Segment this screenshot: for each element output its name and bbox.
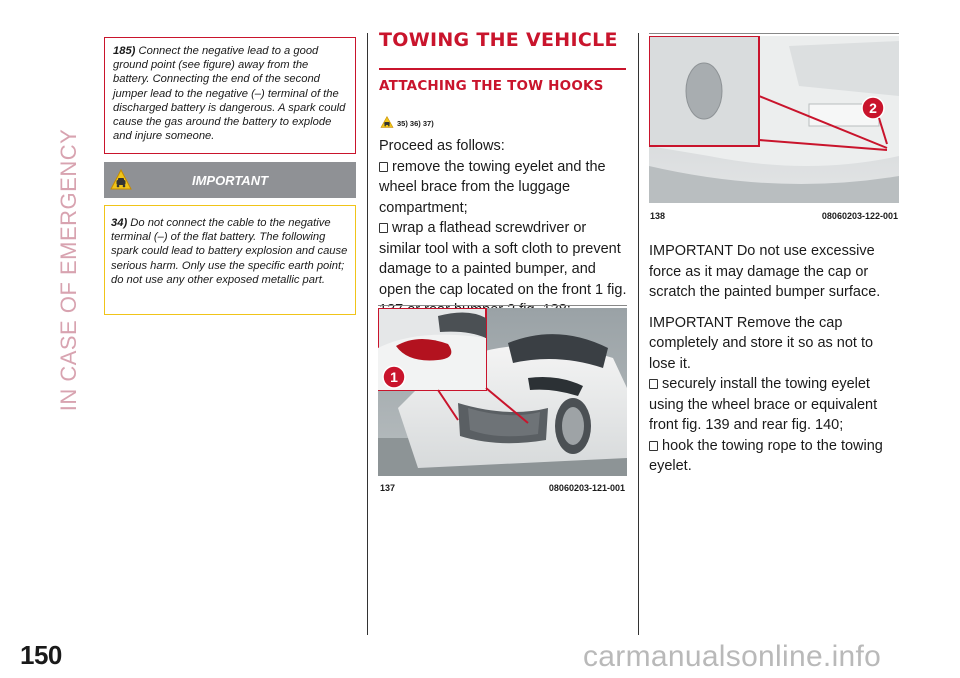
important-label: IMPORTANT	[191, 172, 269, 188]
checkbox-bullet-icon	[379, 223, 388, 233]
figure-137-number: 137	[380, 483, 396, 493]
figure-137-code: 08060203-121-001	[548, 483, 625, 493]
important-note-number: 34)	[111, 217, 128, 229]
figure-138-code: 08060203-122-001	[821, 211, 898, 221]
figure-138-number: 138	[650, 211, 666, 221]
checkbox-bullet-icon	[649, 441, 658, 451]
important-note	[111, 216, 349, 287]
intro-text: Proceed as follows:	[379, 138, 505, 154]
step-item	[649, 374, 901, 436]
heading-rule	[379, 68, 626, 70]
important-note-box	[104, 205, 356, 315]
important-header	[104, 162, 356, 198]
figure-138-top-rule	[649, 33, 899, 34]
column-divider-1	[367, 33, 368, 635]
section-title-text: IN CASE OF EMERGENCY	[56, 128, 81, 412]
important-paragraph: IMPORTANT Remove the cap completely and store it so as not to lose it.	[649, 314, 874, 372]
figure-137-image	[378, 308, 627, 476]
section-heading: TOWING THE VEHICLE	[379, 29, 618, 51]
warning-refs: 35) 36) 37)	[397, 119, 434, 128]
step-text: remove the towing eyelet and the wheel brace from the luggage compartment;	[379, 158, 606, 216]
note-185-box	[104, 37, 356, 154]
checkbox-bullet-icon	[379, 162, 388, 172]
checkbox-bullet-icon	[649, 379, 658, 389]
page-number: 150	[20, 640, 62, 670]
column-divider-2	[638, 33, 639, 635]
step-item	[649, 436, 901, 477]
note-185-number: 185)	[113, 45, 136, 57]
right-text-block	[649, 241, 901, 477]
subsection-heading: ATTACHING THE TOW HOOKS	[379, 78, 604, 94]
important-paragraph: IMPORTANT Do not use excessive force as it may damage the cap or scratch the painted bumper surface.	[649, 243, 881, 300]
warning-car-icon	[110, 169, 132, 191]
svg-text:1: 1	[390, 369, 398, 385]
note-185	[113, 44, 347, 143]
figure-138-image	[649, 36, 899, 203]
step-text: hook the towing rope to the towing eyelet.	[649, 437, 883, 474]
step-item	[379, 157, 629, 219]
step-text: wrap a flathead screwdriver or similar tool with a soft cloth to prevent damage to a painted bumper, and open the cap located on the front 1 fig.	[379, 220, 627, 298]
note-185-text: Connect the negative lead to a good ground point (see figure) away from the battery. Connecting the end of the second jumper lead to the negative (–) terminal of the discharged battery is dangerous. A spark could cause the gas around the battery to explode and injure someone.	[113, 45, 346, 143]
steps-block	[379, 136, 629, 321]
warning-refs-icon	[380, 116, 394, 128]
section-title	[52, 35, 86, 505]
step-text: securely install the towing eyelet using the wheel brace or equivalent front fig. 139 and rear fig. 140;	[649, 376, 878, 433]
important-note-text: Do not connect the cable to the negative terminal (–) of the flat battery. The following spark could lead to battery explosion and cause serious harm. Only use the specific earth point; do not use any other exposed metallic part.	[111, 217, 348, 286]
watermark: carmanualsonline.info	[583, 640, 882, 673]
figure-137-top-rule	[378, 305, 627, 306]
svg-text:2: 2	[869, 100, 877, 116]
